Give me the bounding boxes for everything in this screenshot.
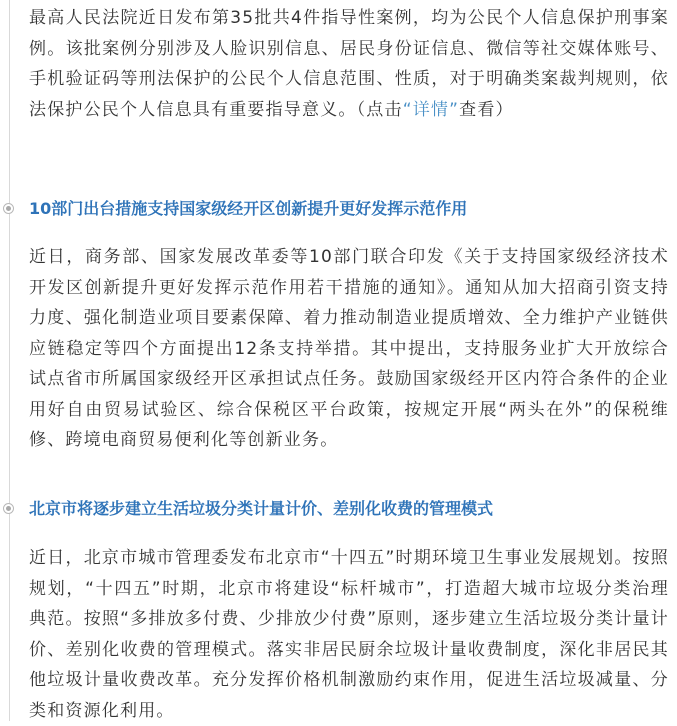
intro-text-end: 查看） <box>459 99 514 120</box>
intro-paragraph <box>29 3 669 125</box>
intro-text: 最高人民法院近日发布第35批共4件指导性案例，均为公民个人信息保护刑事案例。该批案例分别涉及人脸识别信息、居民身份证信息、微信等社交媒体账号、手机验证码等刑法保护的公民个人信息范围、性质，对于明确类案裁判规则，依法保护公民个人信息具有重要指导意义。（点击 <box>29 8 669 120</box>
section-1-title[interactable]: 10部门出台措施支持国家级经开区创新提升更好发挥示范作用 <box>29 199 468 218</box>
timeline-dot-icon <box>3 203 14 214</box>
details-link[interactable]: “详情” <box>402 99 460 120</box>
section-2-body: 近日，北京市城市管理委发布北京市“十四五”时期环境卫生事业发展规划。按照规划，“十四五”时期，北京市将建设“标杆城市”，打造超大城市垃圾分类治理典范。按照“多排放多付费、少排放少付费”原则，逐步建立生活垃圾分类计量计价、差别化收费的管理模式。落实非居民厨余垃圾计量收费制度，深化非居民其他垃圾计量收费改革。充分发挥价格机制激励约束作用，促进生活垃圾减量、分类和资源化利用。 <box>29 548 669 721</box>
timeline-dot-icon <box>3 503 14 514</box>
section-2-title[interactable]: 北京市将逐步建立生活垃圾分类计量计价、差别化收费的管理模式 <box>29 499 494 518</box>
section-1-body: 近日，商务部、国家发展改革委等10部门联合印发《关于支持国家级经济技术开发区创新提升更好发挥示范作用若干措施的通知》。通知从加大招商引资支持力度、强化制造业项目要素保障、着力推动制造业提质增效、全力维护产业链供应链稳定等四个方面提出12条支持举措。其中提出，支持服务业扩大开放综合试点省市所属国家级经开区承担试点任务。鼓励国家级经开区内符合条件的企业用好自由贸易试验区、综合保税区平台政策，按规定开展“两头在外”的保税维修、跨境电商贸易便利化等创新业务。 <box>29 247 669 450</box>
timeline-line <box>9 0 10 721</box>
